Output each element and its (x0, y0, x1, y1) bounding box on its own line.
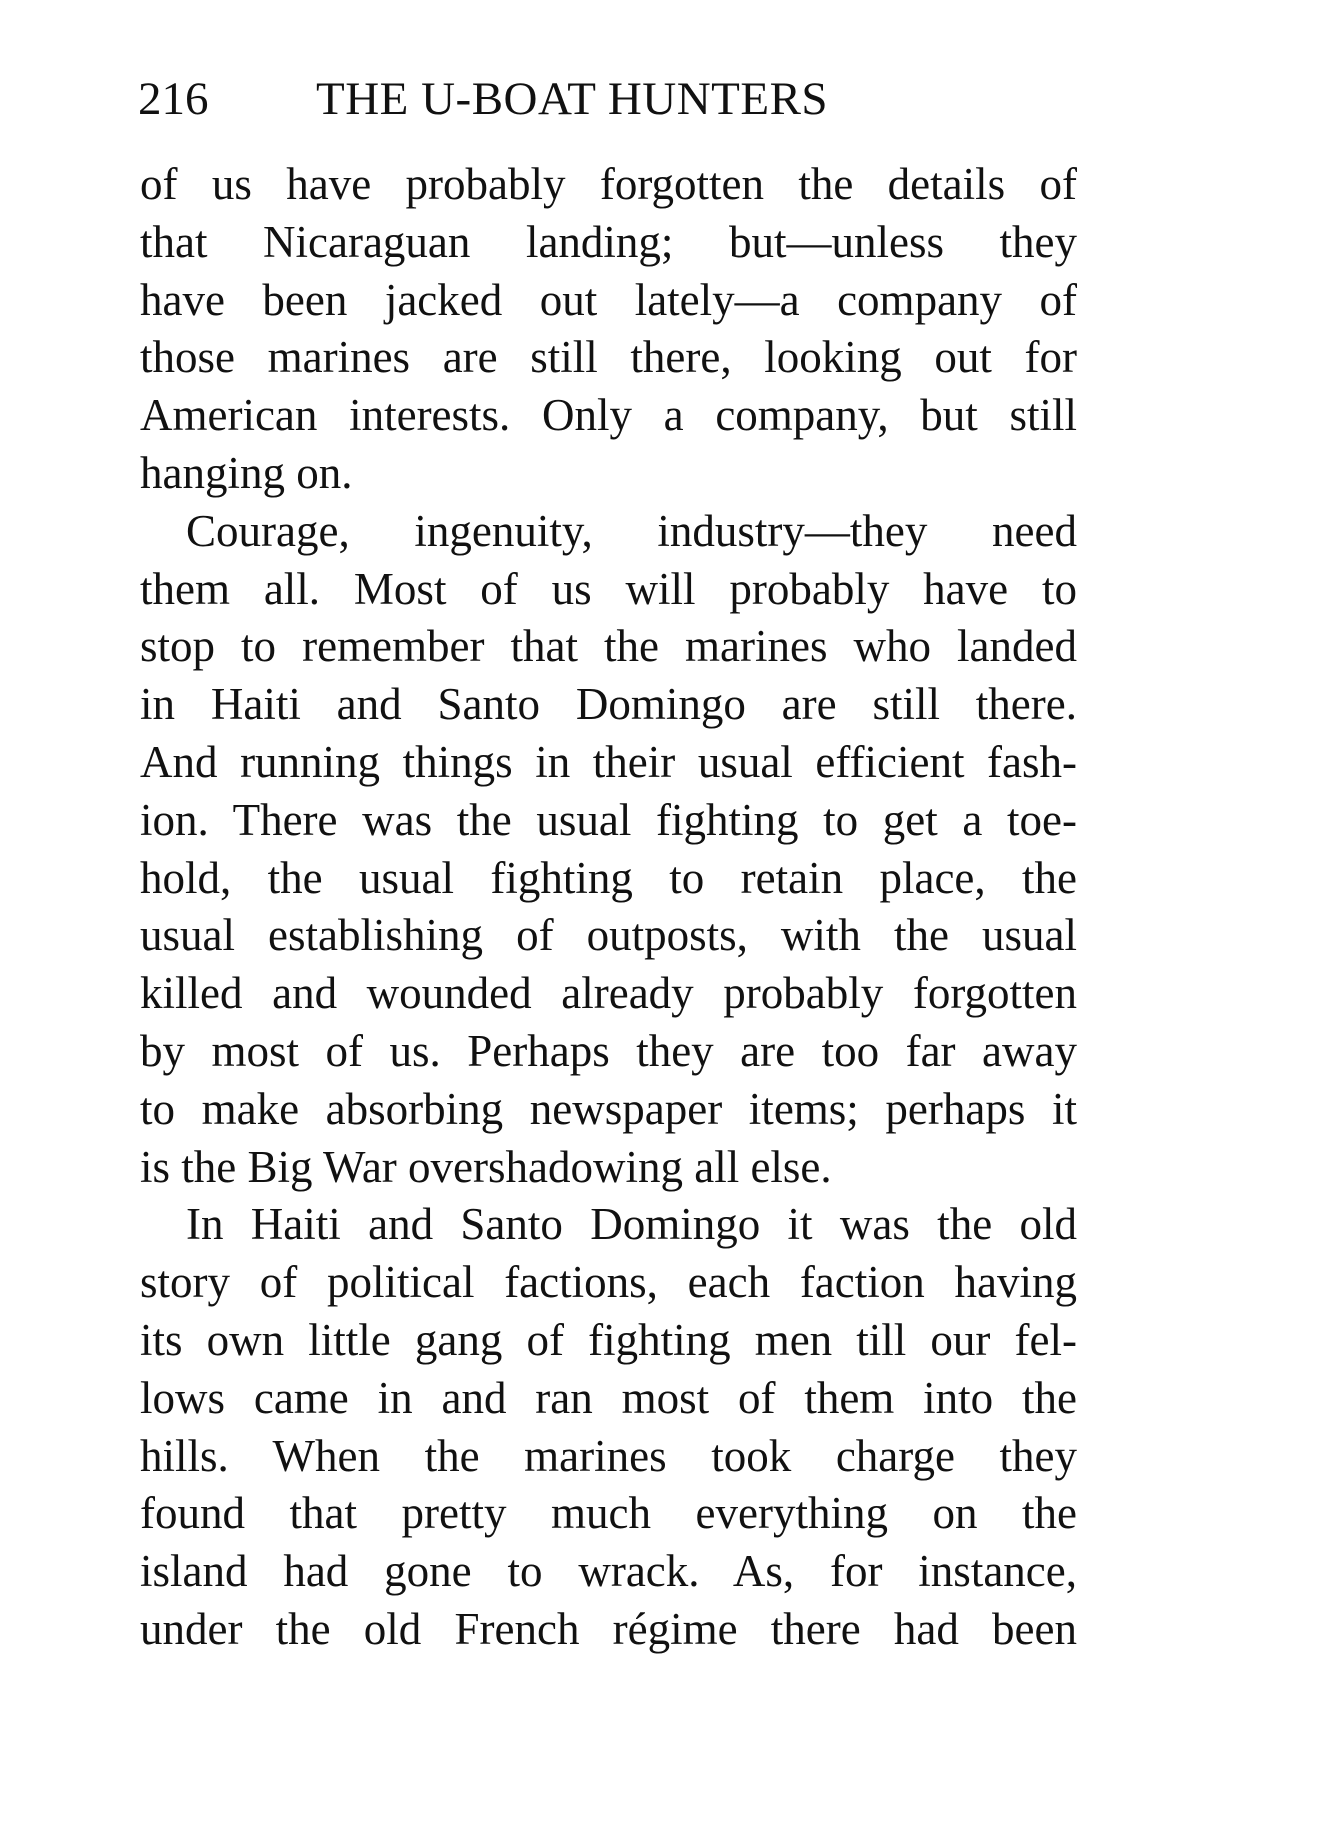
text-line: Courage, ingenuity, industry—they need (186, 505, 1077, 556)
text-line: hills. When the marines took charge they (140, 1430, 1077, 1481)
text-line: lows came in and ran most of them into the (140, 1372, 1077, 1423)
text-line: killed and wounded already probably forgotten (140, 968, 1077, 1019)
page-number: 216 (138, 73, 209, 125)
running-title: THE U-BOAT HUNTERS (316, 73, 829, 125)
text-line: American interests. Only a company, but still (140, 390, 1077, 441)
text-line: its own little gang of fighting men till our fel- (140, 1314, 1077, 1365)
text-line: have been jacked out lately—a company of (140, 274, 1077, 325)
text-line: usual establishing of outposts, with the usual (140, 910, 1077, 961)
text-line: In Haiti and Santo Domingo it was the old (186, 1199, 1077, 1250)
text-line: found that pretty much everything on the (140, 1488, 1077, 1539)
text-line: island had gone to wrack. As, for instance, (140, 1546, 1077, 1597)
text-line: in Haiti and Santo Domingo are still there. (140, 679, 1077, 730)
text-line: ion. There was the usual fighting to get a toe- (140, 794, 1077, 845)
text-line: them all. Most of us will probably have to (140, 563, 1077, 614)
text-line: under the old French régime there had been (140, 1603, 1077, 1654)
text-line: hold, the usual fighting to retain place, the (140, 852, 1077, 903)
text-line: of us have probably forgotten the details of (140, 159, 1077, 209)
running-head (138, 68, 1078, 130)
text-line: those marines are still there, looking out for (140, 332, 1077, 383)
text-line: to make absorbing newspaper items; perhaps it (140, 1083, 1077, 1134)
text-line: that Nicaraguan landing; but—unless they (140, 216, 1077, 267)
body-text (140, 156, 1077, 1659)
text-line: stop to remember that the marines who landed (140, 621, 1077, 672)
text-line: story of political factions, each faction having (140, 1257, 1077, 1308)
text-line: by most of us. Perhaps they are too far away (140, 1025, 1077, 1076)
text-line: hanging on. (140, 447, 353, 498)
text-line: is the Big War overshadowing all else. (140, 1141, 832, 1192)
text-line: And running things in their usual efficient fash- (140, 736, 1077, 787)
